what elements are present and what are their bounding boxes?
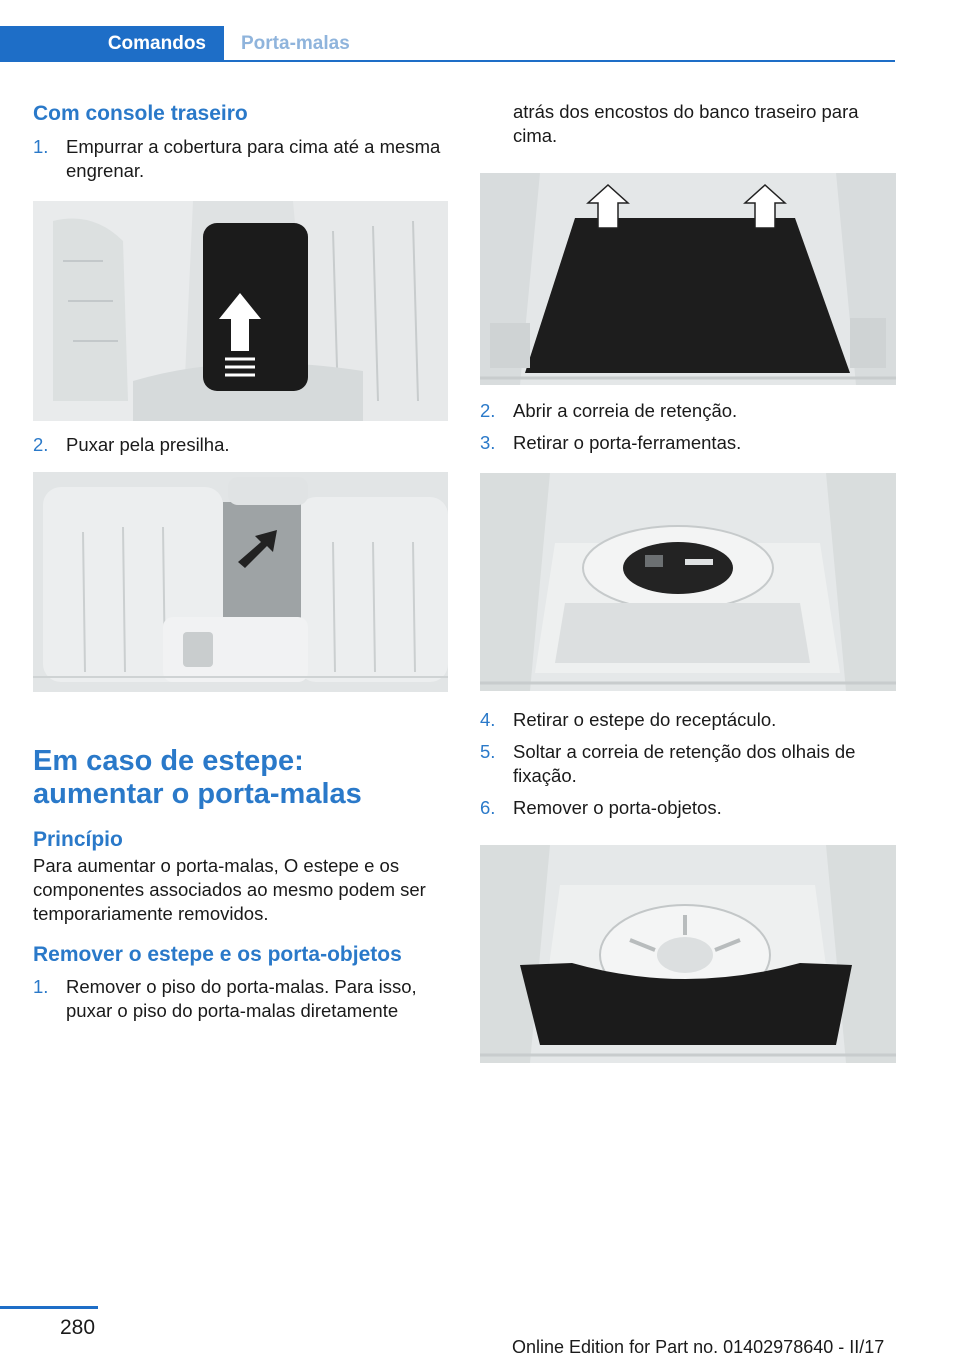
section-title-console: Com console traseiro (33, 102, 248, 125)
tab-comandos[interactable]: Comandos (0, 26, 224, 62)
step-text: Remover o piso do porta-malas. Para isso, puxar o piso do porta-malas diretamente (66, 976, 417, 1021)
figure-storage-tray (480, 845, 896, 1063)
main-title-line1: Em caso de estepe: (33, 745, 304, 777)
figure-trunk-floor (480, 173, 896, 385)
continuation-text: atrás dos encostos do banco traseiro para cima. (513, 101, 859, 146)
main-title (33, 745, 448, 811)
step-text: Puxar pela presilha. (66, 434, 230, 455)
remove-title: Remover o estepe e os porta-objetos (33, 943, 402, 966)
step-text: Abrir a correia de retenção. (513, 400, 738, 421)
footer-divider (0, 1306, 98, 1309)
main-title-line2: aumentar o porta-malas (33, 778, 362, 810)
step-item (480, 796, 896, 820)
step-number: 1. (33, 976, 49, 997)
right-column (480, 100, 896, 1063)
page-header (0, 0, 960, 64)
figure-tool-holder (480, 473, 896, 691)
tab-porta-malas[interactable]: Porta-malas (241, 33, 350, 54)
header-divider (0, 60, 895, 62)
step-item (33, 433, 448, 457)
step-text: Empurrar a cobertura para cima até a mesma engrenar. (66, 136, 441, 181)
step-item (480, 431, 896, 455)
figure-pull-tab (33, 472, 448, 692)
step-text: Remover o porta-objetos. (513, 797, 722, 818)
step-item (480, 399, 896, 423)
step-number: 2. (33, 434, 49, 455)
principle-text: Para aumentar o porta-malas, O estepe e os componentes associados ao mesmo podem ser temporariamente removidos. (33, 855, 426, 924)
figure-rear-console-cover (33, 201, 448, 421)
step-text: Soltar a correia de retenção dos olhais de fixação. (513, 741, 856, 786)
step-item (33, 135, 448, 183)
page-number: 280 (60, 1316, 96, 1339)
principle-title: Princípio (33, 828, 123, 851)
step-number: 2. (480, 400, 496, 421)
step-item (33, 975, 448, 1023)
step-text: Retirar o porta-ferramentas. (513, 432, 742, 453)
step-number: 6. (480, 797, 496, 818)
step-number: 3. (480, 432, 496, 453)
step-number: 1. (33, 136, 49, 157)
left-column (33, 100, 448, 1023)
step-item (480, 740, 896, 788)
step-number: 5. (480, 741, 496, 762)
step-item (480, 708, 896, 732)
step-text: Retirar o estepe do receptáculo. (513, 709, 777, 730)
footer-edition: Online Edition for Part no. 01402978640 - II/17 (512, 1337, 885, 1357)
step-number: 4. (480, 709, 496, 730)
